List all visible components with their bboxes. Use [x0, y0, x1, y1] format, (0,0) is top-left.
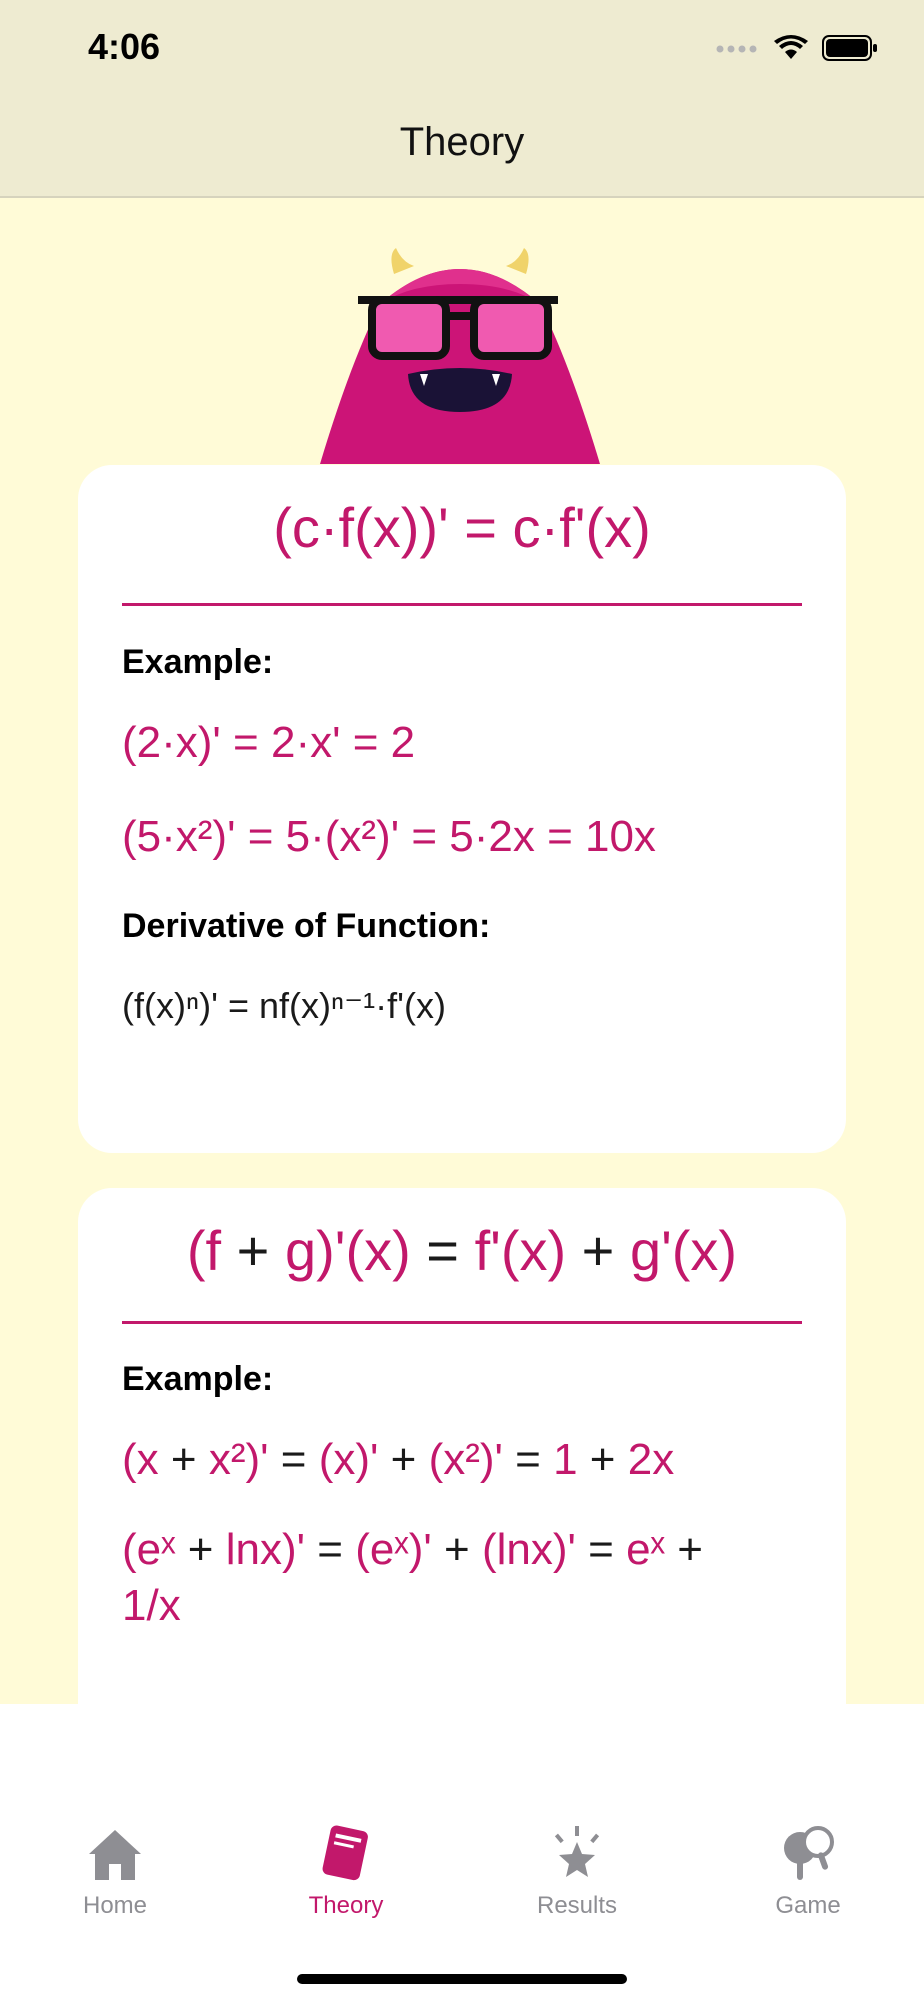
example-label: Example: [122, 643, 274, 681]
example-line: (x + x²)' = (x)' + (x²)' = 1 + 2x [122, 1435, 675, 1484]
status-time: 4:06 [88, 26, 161, 67]
tab-label: Theory [308, 1892, 384, 1919]
book-icon [316, 1824, 376, 1884]
tab-label: Game [775, 1892, 841, 1919]
example-line: (5·x²)' = 5·(x²)' = 5·2x = 10x [122, 812, 656, 861]
navigation-bar [0, 100, 924, 198]
tab-home[interactable] [25, 1824, 205, 1920]
tab-label: Home [82, 1892, 148, 1919]
theory-content[interactable] [0, 198, 924, 1704]
status-icons [716, 32, 878, 68]
example-line: (2·x)' = 2·x' = 2 [122, 718, 416, 767]
tab-theory[interactable] [256, 1824, 436, 1920]
tab-label: Results [536, 1892, 618, 1919]
tab-game[interactable] [718, 1824, 898, 1920]
rule-formula: (c·f(x))' = c·f'(x) [273, 496, 651, 559]
derivative-formula: (f(x)ⁿ)' = nf(x)ⁿ⁻¹·f'(x) [122, 985, 446, 1026]
status-bar [0, 0, 924, 100]
star-icon [547, 1824, 607, 1884]
divider [122, 603, 802, 606]
rule-card-constant-multiple [78, 465, 846, 1153]
battery-icon [822, 34, 878, 67]
signal-icon [716, 41, 760, 59]
ping-pong-icon [778, 1824, 838, 1884]
page-title: Theory [399, 120, 525, 164]
wifi-icon [774, 35, 808, 66]
house-icon [85, 1824, 145, 1884]
tab-bar [0, 1704, 924, 2000]
example-label: Example: [122, 1360, 274, 1398]
tab-results[interactable] [487, 1824, 667, 1920]
divider [122, 1321, 802, 1324]
example-line: (eˣ + lnx)' = (eˣ)' + (lnx)' = eˣ + 1/x [122, 1525, 703, 1630]
rule-card-sum [78, 1188, 846, 1704]
home-indicator[interactable] [297, 1974, 627, 1984]
rule-formula: (f + g)'(x) = f'(x) + g'(x) [186, 1219, 738, 1282]
derivative-label: Derivative of Function: [122, 907, 491, 945]
monster-mascot-icon [310, 244, 610, 464]
